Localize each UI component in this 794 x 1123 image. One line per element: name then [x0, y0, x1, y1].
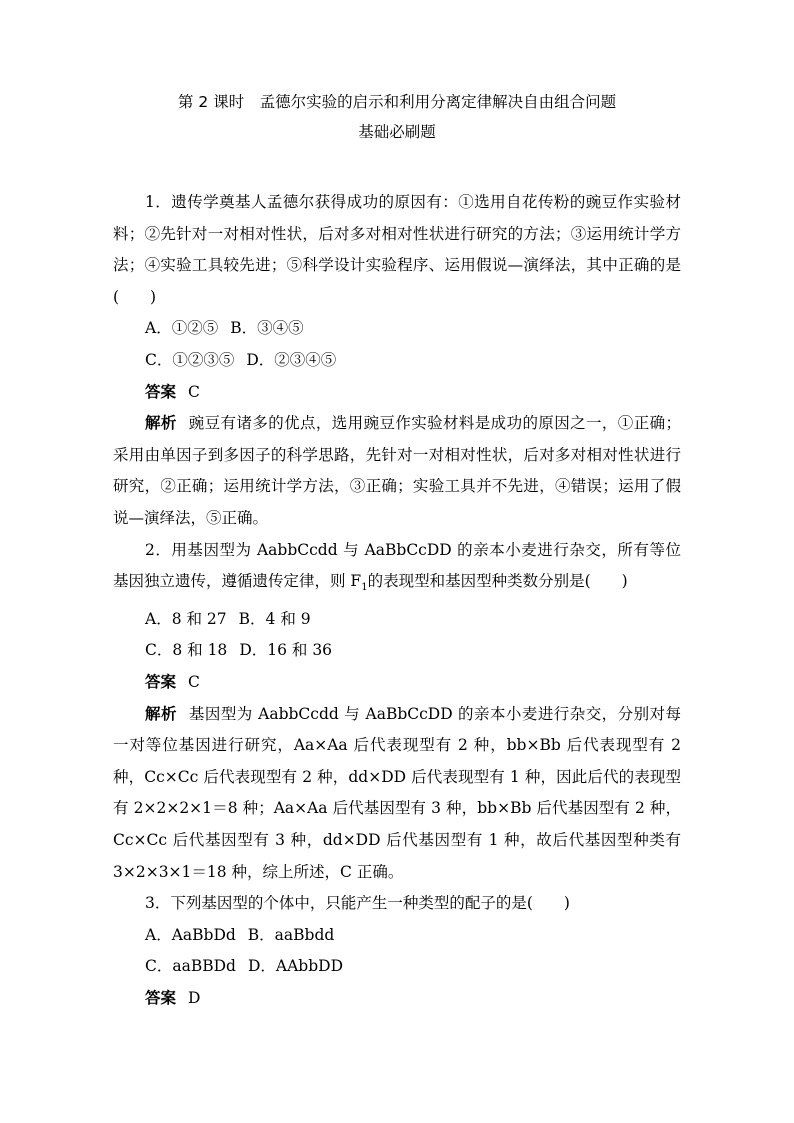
question-2-stem: 2．用基因型为 AabbCcdd 与 AaBbCcDD 的亲本小麦进行杂交，所有等位基因独立遗传，遵循遗传定律，则 $F_1$的表现型和基因型种类数分别是( )	[113, 540, 681, 594]
option-b: B．③④⑤	[230, 319, 304, 338]
option-a: A．①②⑤	[145, 319, 219, 338]
subscript: 1	[361, 582, 368, 594]
answer-label: 答案	[145, 673, 177, 691]
answer-value: C	[188, 673, 200, 691]
question-1-options-row-1	[113, 313, 681, 345]
question-2-options-row-2	[113, 635, 681, 667]
section-subtitle: 基础必刷题	[358, 123, 436, 141]
answer-label: 答案	[145, 382, 177, 401]
option-a: A．8 和 27	[145, 609, 227, 628]
explanation-label: 解析	[145, 414, 177, 433]
explanation-text: 基因型为 AabbCcdd 与 AaBbCcDD 的亲本小麦进行杂交，分别对每一对等位基因进行研究，Aa×Aa 后代表现型有 2 种，bb×Bb 后代表现型有 2 种，Cc×Cc 后代表现型有 2 种，dd×DD 后代表现型有 1 种，因此后代的表现型有 2×2×2×1＝8 种；Aa×Aa 后代基因型有 3 种，bb×Bb 后代基因型有 2 种，Cc×Cc 后代基因型有 3 种，dd×DD 后代基因型有 1 种，故后代基因型种类有 3×2×3×1＝18 种，综上所述，C 正确。	[113, 704, 681, 881]
question-3-options-row-1	[113, 920, 681, 952]
option-b: B．4 和 9	[238, 609, 311, 628]
option-d: D．AAbbDD	[247, 957, 343, 976]
question-3-answer	[113, 983, 681, 1015]
question-list	[113, 187, 681, 1015]
question-1	[113, 187, 681, 535]
option-d: D．②③④⑤	[246, 350, 337, 369]
option-c: C．8 和 18	[145, 641, 228, 660]
question-1-stem: 1．遗传学奠基人孟德尔获得成功的原因有：①选用自花传粉的豌豆作实验材料；②先针对一对相对性状，后对多对相对性状进行研究的方法；③运用统计学方法；④实验工具较先进；⑤科学设计实验程序、运用假说—演绎法，其中正确的是( )	[113, 193, 681, 306]
option-b: B．aaBbdd	[247, 925, 335, 944]
question-1-answer	[113, 377, 681, 409]
explanation-label: 解析	[145, 704, 177, 723]
option-a: A．AaBbDd	[145, 925, 236, 944]
option-c: C．①②③⑤	[145, 350, 235, 369]
option-c: C．aaBBDd	[145, 957, 236, 976]
answer-label: 答案	[145, 988, 177, 1007]
answer-value: D	[188, 988, 201, 1007]
question-2	[113, 535, 681, 889]
question-2-answer	[113, 667, 681, 699]
answer-value: C	[188, 382, 200, 401]
question-3-options-row-2	[113, 951, 681, 983]
question-2-explanation	[113, 699, 681, 889]
question-3-stem: 3．下列基因型的个体中，只能产生一种类型的配子的是( )	[145, 894, 570, 913]
option-d: D．16 和 36	[239, 641, 333, 660]
question-2-options-row-1	[113, 604, 681, 636]
question-3	[113, 888, 681, 1014]
question-1-options-row-2	[113, 345, 681, 377]
question-1-explanation	[113, 408, 681, 534]
document-page	[113, 92, 681, 1015]
explanation-text: 豌豆有诸多的优点，选用豌豆作实验材料是成功的原因之一，①正确；采用由单因子到多因子的科学思路，先针对一对相对性状，后对多对相对性状进行研究，②正确；运用统计学方法，③正确；实验工具并不先进，④错误；运用了假说—演绎法，⑤正确。	[113, 414, 681, 527]
lesson-title: 第 2 课时 孟德尔实验的启示和利用分离定律解决自由组合问题	[177, 93, 617, 111]
